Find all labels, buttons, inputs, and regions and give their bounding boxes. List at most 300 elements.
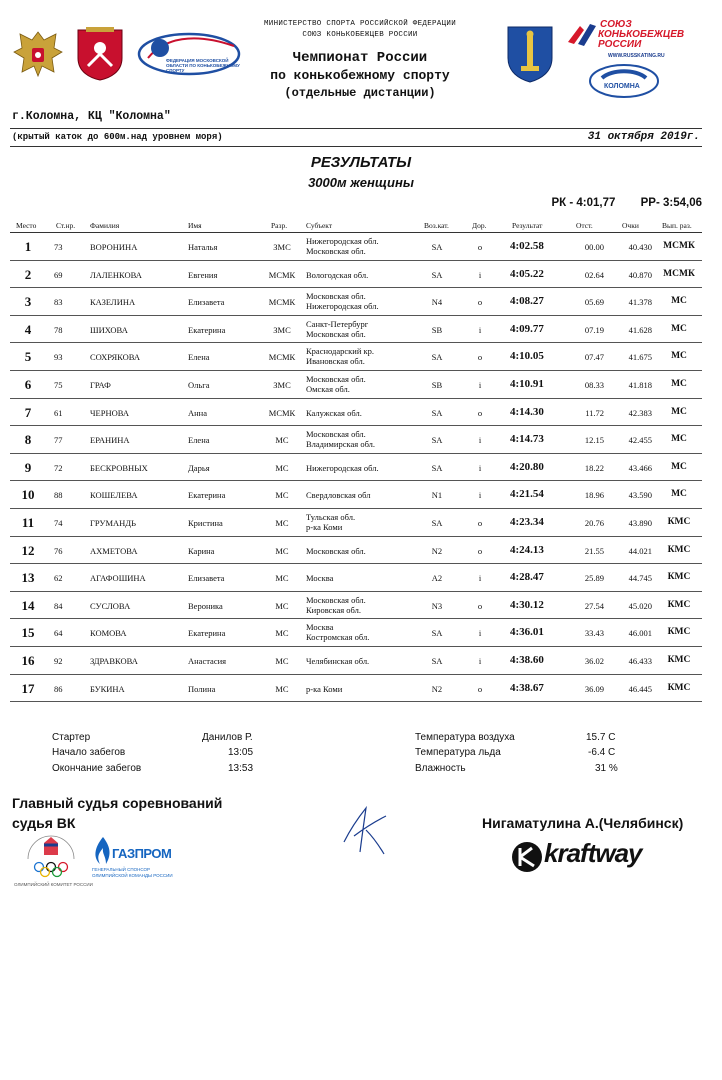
record-rk: РК - 4:01,77 (551, 197, 616, 209)
first-name-cell: Вероника (188, 600, 223, 611)
gap-cell: 18.96 (584, 490, 604, 501)
rank-cell: МС (275, 545, 289, 556)
union-line: СОЮЗ КОНЬКОБЕЖЦЕВ РОССИИ (302, 31, 418, 39)
first-name-cell: Кристина (188, 518, 223, 528)
last-name-cell: ВОРОНИНА (90, 242, 138, 252)
qualification-cell: КМС (667, 627, 691, 638)
lane-cell: o (477, 683, 483, 694)
subject-line-1: Московская обл. (306, 291, 366, 302)
result-time-cell: 4:14.30 (510, 405, 544, 418)
start-label: Начало забегов (52, 747, 126, 758)
gap-cell: 07.47 (584, 352, 604, 363)
first-name-cell: Карина (188, 545, 215, 556)
subject-line-1: Московская обл. (306, 429, 366, 440)
points-cell: 43.590 (628, 490, 652, 501)
first-name-cell: Евгения (188, 269, 218, 280)
results-title: РЕЗУЛЬТАТЫ (310, 154, 412, 171)
lane-cell: o (477, 297, 483, 308)
place-cell: 11 (21, 515, 35, 530)
result-time-cell: 4:20.80 (510, 460, 544, 473)
gap-cell: 27.54 (584, 600, 604, 611)
last-name-cell: АГАФОШИНА (90, 573, 146, 584)
points-cell: 41.378 (628, 297, 652, 308)
row-divider (10, 701, 702, 702)
signature-icon (336, 800, 396, 858)
gap-cell: 20.76 (584, 518, 604, 528)
lane-cell: i (478, 324, 482, 335)
points-cell: 43.890 (628, 518, 652, 528)
venue-city: г.Коломна, КЦ "Коломна" (12, 110, 171, 123)
results-subtitle: 3000м женщины (308, 175, 414, 190)
age-category-cell: SA (431, 352, 443, 363)
subject-line-2: Московская обл. (306, 246, 366, 256)
rank-cell: МСМК (268, 352, 296, 363)
rank-cell: МСМК (268, 407, 296, 418)
age-category-cell: SA (431, 269, 443, 280)
qualification-cell: МС (671, 296, 687, 307)
subject-line-1: Краснодарский кр. (306, 346, 374, 357)
result-time-cell: 4:02.58 (510, 240, 544, 252)
first-name-cell: Дарья (188, 462, 210, 473)
first-name-cell: Анна (188, 407, 208, 418)
qualification-cell: КМС (667, 655, 691, 665)
rank-cell: МСМК (268, 297, 296, 308)
place-cell: 13 (21, 570, 35, 586)
subject-cell (306, 512, 355, 532)
subject-line-1: Нижегородская обл. (306, 462, 379, 473)
last-name-cell: КАЗЕЛИНА (90, 297, 136, 308)
subject-line-1: Санкт-Петербург (306, 318, 369, 329)
subject-cell (306, 595, 366, 615)
place-cell: 8 (24, 432, 32, 448)
subject-cell (306, 236, 379, 256)
last-name-cell: БЕСКРОВНЫХ (90, 462, 148, 473)
subject-line-2: р-ка Коми (306, 522, 343, 532)
points-cell: 40.870 (628, 269, 652, 280)
gap-cell: 00.00 (584, 242, 604, 252)
lane-cell: o (477, 352, 483, 363)
rank-cell: МСМК (268, 269, 296, 280)
chief-judge-grade: судья ВК (12, 815, 76, 831)
bib-cell: 61 (54, 407, 63, 418)
union-skaters-russia-logo (566, 20, 598, 48)
olympic-committee-text: ОЛИМПИЙСКИЙ КОМИТЕТ РОССИИ (14, 882, 93, 887)
venue-rink: (крытый каток до 600м.над уровнем моря) (12, 132, 223, 142)
place-cell: 6 (24, 377, 32, 392)
subject-line-1: Москва (306, 622, 334, 633)
subject-line-2: Омская обл. (306, 384, 350, 394)
kraftway-logo-icon (510, 840, 544, 874)
subject-line-2: Владимирская обл. (306, 439, 376, 450)
bib-cell: 72 (54, 462, 63, 473)
table-row (0, 233, 722, 261)
table-row (0, 619, 722, 647)
bib-cell: 73 (54, 242, 63, 252)
first-name-cell: Полина (188, 683, 216, 694)
subject-cell (306, 622, 369, 642)
subject-cell (306, 490, 371, 500)
place-cell: 1 (24, 239, 32, 254)
subject-cell (306, 374, 366, 394)
first-name-cell: Елизавета (188, 297, 225, 308)
points-cell: 44.021 (628, 545, 652, 556)
age-category-cell: SB (431, 380, 443, 390)
bib-cell: 93 (54, 352, 63, 363)
age-category-cell: N1 (431, 490, 443, 501)
last-name-cell: КОМОВА (90, 628, 127, 639)
lane-cell: o (477, 407, 483, 418)
kolomna-center-logo (588, 63, 660, 99)
place-cell: 16 (21, 653, 35, 668)
table-row (0, 261, 722, 289)
championship-subtitle: по конькобежному спорту (270, 68, 450, 83)
bib-cell: 77 (54, 435, 63, 446)
gazprom-sub1: ГЕНЕРАЛЬНЫЙ СПОНСОР (92, 867, 151, 872)
points-cell: 42.455 (628, 435, 652, 446)
th-bib: Ст.нр. (56, 221, 76, 230)
bib-cell: 88 (54, 490, 63, 501)
place-cell: 14 (21, 597, 35, 613)
bib-cell: 83 (54, 297, 63, 308)
subject-cell (306, 573, 333, 583)
table-row (0, 343, 722, 371)
records (530, 197, 703, 209)
th-qual: Вып. раз. (662, 221, 692, 230)
lane-cell: i (478, 435, 482, 446)
kraftway-logo-text: kraftway (544, 838, 642, 868)
place-cell: 12 (21, 542, 35, 558)
qualification-cell: МС (671, 323, 687, 334)
table-row (0, 426, 722, 454)
rank-cell: МС (275, 683, 289, 694)
age-category-cell: N2 (431, 545, 443, 556)
gap-cell: 07.19 (584, 324, 604, 335)
starter-value: Данилов Р. (202, 732, 253, 743)
qualification-cell: МС (671, 351, 687, 362)
qualification-cell: КМС (667, 572, 691, 583)
table-row (0, 592, 722, 620)
gap-cell: 05.69 (584, 297, 604, 308)
subject-line-1: Московская обл. (306, 374, 366, 384)
last-name-cell: ЧЕРНОВА (90, 407, 129, 418)
age-category-cell: SA (431, 462, 443, 473)
subject-line-1: р-ка Коми (306, 683, 343, 694)
first-name-cell: Екатерина (188, 490, 226, 501)
chief-judge-title: Главный судья соревнований (12, 795, 223, 811)
kolomna-emblem-icon (505, 24, 555, 84)
bib-cell: 78 (54, 324, 63, 335)
table-row (0, 371, 722, 399)
air-temp-label: Температура воздуха (415, 732, 515, 743)
last-name-cell: ШИХОВА (90, 324, 128, 335)
points-cell: 46.433 (628, 656, 652, 666)
place-cell: 2 (24, 266, 32, 282)
union-logo-line3: РОССИИ (598, 39, 642, 50)
gap-cell: 33.43 (584, 628, 604, 639)
th-place: Место (16, 221, 37, 230)
subject-cell (306, 319, 368, 339)
subject-line-1: Московская обл. (306, 594, 366, 605)
result-time-cell: 4:38.67 (510, 681, 544, 694)
result-time-cell: 4:08.27 (510, 295, 544, 308)
lane-cell: i (478, 628, 482, 639)
rank-cell: МС (275, 490, 289, 501)
divider (10, 146, 702, 147)
age-category-cell: N4 (431, 297, 443, 308)
rank-cell: МС (275, 656, 289, 666)
last-name-cell: ГРУМАНДЬ (90, 518, 136, 528)
th-points: Очки (622, 221, 639, 230)
subject-line-1: Тульская обл. (306, 512, 356, 522)
record-rr: РР- 3:54,06 (640, 197, 702, 209)
gap-cell: 11.72 (585, 407, 604, 418)
gap-cell: 18.22 (584, 462, 604, 473)
age-category-cell: SA (431, 628, 443, 639)
union-logo-line1: СОЮЗ (600, 19, 632, 30)
th-first: Имя (188, 221, 202, 230)
place-cell: 5 (24, 349, 32, 365)
last-name-cell: СОХРЯКОВА (90, 352, 141, 363)
gap-cell: 36.02 (584, 656, 604, 666)
place-cell: 17 (21, 680, 35, 696)
age-category-cell: N2 (431, 683, 443, 694)
bib-cell: 76 (54, 545, 63, 556)
subject-cell (306, 429, 375, 449)
result-time-cell: 4:05.22 (510, 267, 544, 280)
first-name-cell: Елена (188, 352, 210, 363)
lane-cell: o (477, 545, 483, 556)
rank-cell: ЗМС (273, 380, 291, 390)
lane-cell: i (478, 462, 482, 473)
place-cell: 7 (24, 404, 32, 420)
age-category-cell: SA (431, 407, 443, 418)
lane-cell: i (478, 380, 482, 390)
subject-line-1: Москва (306, 573, 334, 584)
rank-cell: МС (275, 628, 289, 639)
last-name-cell: СУСЛОВА (90, 600, 131, 611)
ice-temp-label: Температура льда (415, 747, 501, 758)
subject-cell (306, 346, 374, 366)
last-name-cell: ЛАЛЕНКОВА (90, 269, 142, 280)
gap-cell: 08.33 (584, 380, 604, 390)
th-diff: Отст. (576, 221, 593, 230)
result-time-cell: 4:10.91 (510, 378, 544, 390)
ministry-line: МИНИСТЕРСТВО СПОРТА РОССИЙСКОЙ ФЕДЕРАЦИИ (263, 20, 457, 28)
th-subject: Субъект (306, 221, 333, 230)
bib-cell: 64 (54, 628, 63, 639)
age-category-cell: SA (431, 435, 443, 446)
points-cell: 44.745 (628, 573, 652, 584)
subject-line-1: Вологодская обл. (306, 269, 369, 280)
qualification-cell: МС (671, 434, 687, 445)
subject-line-1: Челябинская обл. (306, 656, 370, 666)
gap-cell: 36.09 (584, 683, 604, 694)
subject-line-1: Калужская обл. (306, 407, 362, 418)
rank-cell: МС (275, 518, 289, 528)
qualification-cell: КМС (667, 599, 691, 610)
bib-cell: 84 (54, 600, 63, 611)
age-category-cell: N3 (431, 600, 443, 611)
subject-cell (306, 463, 379, 473)
table-row (0, 316, 722, 344)
gazprom-flame-icon (92, 836, 114, 866)
first-name-cell: Анастасия (188, 656, 227, 666)
rank-cell: ЗМС (273, 242, 291, 252)
lane-cell: i (478, 656, 482, 666)
moscow-region-coat-of-arms-icon (74, 26, 126, 82)
rank-cell: МС (275, 600, 289, 611)
qualification-cell: МС (671, 379, 687, 389)
last-name-cell: ЕРАНИНА (90, 435, 130, 446)
place-cell: 15 (21, 625, 35, 641)
bib-cell: 86 (54, 683, 63, 694)
rank-cell: МС (275, 435, 289, 446)
th-lane: Дор. (472, 221, 487, 230)
points-cell: 43.466 (628, 462, 652, 473)
subject-cell (306, 656, 369, 666)
rank-cell: ЗМС (273, 324, 291, 335)
qualification-cell: КМС (667, 517, 691, 527)
place-cell: 9 (24, 459, 32, 475)
rank-cell: МС (275, 462, 289, 473)
age-category-cell: SA (431, 656, 443, 666)
bib-cell: 69 (54, 269, 63, 280)
subject-line-1: Московская обл. (306, 545, 366, 556)
result-time-cell: 4:36.01 (510, 626, 544, 639)
ice-temp-value: -6.4 С (588, 747, 616, 758)
subject-line-1: Свердловская обл (306, 490, 371, 501)
lane-cell: i (478, 573, 482, 584)
championship-title: Чемпионат России (292, 50, 428, 66)
points-cell: 40.430 (628, 242, 652, 252)
humidity-label: Влажность (415, 763, 466, 774)
lane-cell: i (478, 269, 482, 280)
bib-cell: 92 (54, 656, 63, 666)
first-name-cell: Екатерина (188, 324, 226, 335)
age-category-cell: A2 (431, 573, 443, 584)
last-name-cell: ЗДРАВКОВА (90, 656, 138, 666)
bib-cell: 74 (54, 518, 63, 528)
place-cell: 3 (24, 294, 32, 310)
qualification-cell: КМС (667, 682, 691, 693)
result-time-cell: 4:14.73 (510, 433, 544, 446)
th-result: Результат (512, 221, 543, 230)
age-category-cell: SA (431, 518, 443, 528)
lane-cell: i (478, 490, 482, 501)
result-time-cell: 4:21.54 (510, 488, 544, 501)
event-date: 31 октября 2019г. (587, 131, 700, 143)
rank-cell: МС (275, 573, 289, 584)
subject-cell (306, 291, 379, 311)
points-cell: 41.675 (628, 352, 652, 363)
result-time-cell: 4:10.05 (510, 350, 544, 363)
gazprom-sub2: ОЛИМПИЙСКОЙ КОМАНДЫ РОССИИ (92, 873, 173, 878)
subject-line-2: Ивановская обл. (306, 356, 365, 367)
table-row (0, 647, 722, 675)
table-row (0, 454, 722, 482)
place-cell: 4 (24, 321, 32, 337)
kolomna-logo-text: КОЛОМНА (604, 83, 640, 90)
divider (10, 128, 702, 129)
subject-cell (306, 408, 362, 418)
end-label: Окончание забегов (52, 763, 142, 774)
gazprom-logo-text: ГАЗПРОМ (112, 846, 172, 861)
russia-eagle-emblem-icon (10, 26, 66, 82)
place-cell: 10 (21, 487, 35, 503)
th-cat: Воз.кат. (424, 221, 449, 230)
union-site: WWW.RUSSKATING.RU (608, 53, 665, 59)
table-row (0, 509, 722, 537)
table-row (0, 564, 722, 592)
gap-cell: 21.55 (584, 545, 604, 556)
result-time-cell: 4:24.13 (510, 543, 544, 556)
subject-line-2: Кировская обл. (306, 604, 361, 615)
subject-cell (306, 270, 368, 280)
points-cell: 46.001 (628, 628, 652, 639)
points-cell: 41.628 (628, 324, 652, 335)
age-category-cell: SA (431, 242, 443, 252)
first-name-cell: Екатерина (188, 628, 226, 639)
subject-line-2: Московская обл. (306, 328, 366, 339)
points-cell: 42.383 (628, 407, 652, 418)
first-name-cell: Ольга (188, 380, 210, 390)
result-time-cell: 4:09.77 (510, 322, 544, 335)
points-cell: 41.818 (628, 380, 652, 390)
qualification-cell: МС (671, 489, 687, 500)
subject-cell (306, 684, 342, 694)
age-category-cell: SB (431, 324, 443, 335)
qualification-cell: МСМК (663, 241, 695, 251)
subject-line-2: Нижегородская обл. (306, 301, 379, 312)
table-row (0, 481, 722, 509)
th-rank: Разр. (271, 221, 288, 230)
olympic-committee-russia-logo (22, 835, 80, 881)
first-name-cell: Елизавета (188, 573, 225, 584)
subject-cell (306, 546, 366, 556)
bib-cell: 62 (54, 573, 63, 584)
chief-judge-name: Нигаматулина А.(Челябинск) (482, 815, 684, 831)
points-cell: 46.445 (628, 683, 652, 694)
result-time-cell: 4:30.12 (510, 598, 544, 611)
gap-cell: 25.89 (584, 573, 604, 584)
qualification-cell: МСМК (663, 268, 695, 279)
qualification-cell: МС (671, 461, 687, 472)
first-name-cell: Наталья (188, 242, 218, 252)
result-time-cell: 4:23.34 (510, 516, 544, 528)
championship-discipline: (отдельные дистанции) (284, 86, 436, 100)
points-cell: 45.020 (628, 600, 652, 611)
last-name-cell: КОШЕЛЕВА (90, 490, 138, 501)
th-last: Фамилия (90, 221, 120, 230)
gap-cell: 12.15 (584, 435, 604, 446)
first-name-cell: Елена (188, 435, 210, 446)
starter-label: Стартер (52, 732, 91, 743)
result-time-cell: 4:38.60 (510, 654, 544, 666)
result-time-cell: 4:28.47 (510, 571, 544, 584)
gap-cell: 02.64 (584, 269, 604, 280)
last-name-cell: БУКИНА (90, 683, 125, 694)
lane-cell: o (477, 242, 483, 252)
end-value: 13:53 (228, 763, 254, 774)
air-temp-value: 15.7 С (586, 732, 616, 743)
federation-logo-text: ФЕДЕРАЦИЯ МОСКОВСКОЙ ОБЛАСТИ ПО КОНЬКОБЕЖНОМУ СПОРТУ (166, 58, 240, 73)
table-row (0, 675, 722, 703)
subject-line-1: Нижегородская обл. (306, 236, 379, 246)
union-logo-line2: КОНЬКОБЕЖЦЕВ (598, 29, 685, 40)
bib-cell: 75 (54, 380, 63, 390)
table-row (0, 537, 722, 565)
qualification-cell: КМС (667, 544, 691, 555)
